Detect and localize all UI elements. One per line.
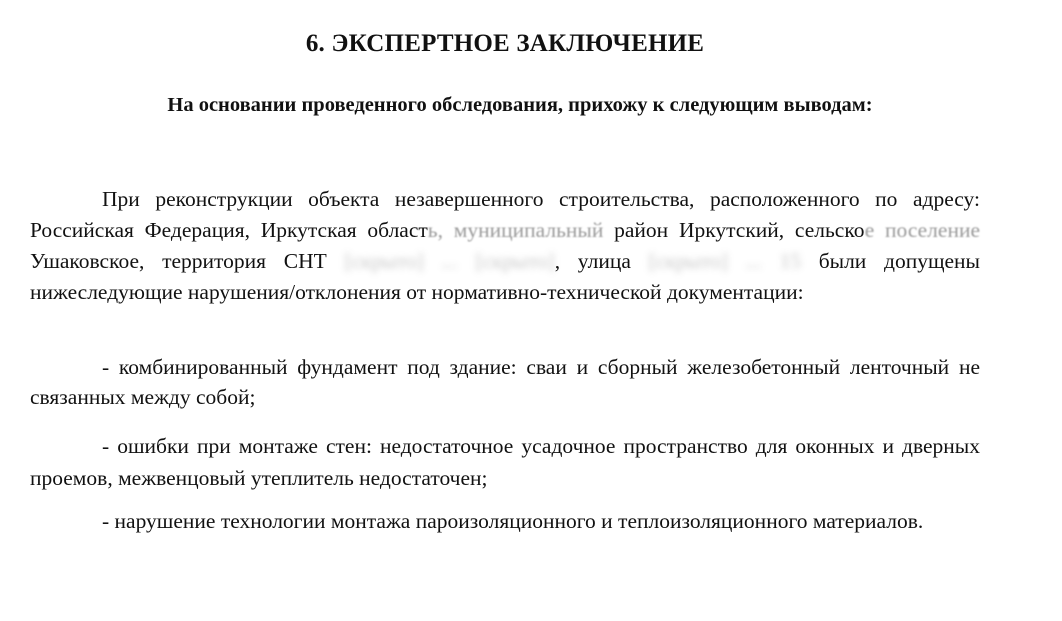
finding-item: - ошибки при монтаже стен: недостаточное усадочное пространство для оконных и дверных проемов, межвенцовый утеплитель недостаточен; <box>30 434 980 490</box>
intro-text-4: , улица <box>554 249 649 273</box>
finding-item: - нарушение технологии монтажа пароизоляционного и теплоизоляционного материалов. <box>102 509 924 533</box>
intro-paragraph <box>30 184 980 308</box>
redacted-address: [скрыто] ... 15 <box>648 249 819 273</box>
intro-text-3: Ушаковское, территория СНТ <box>30 249 345 273</box>
section-title: 6. ЭКСПЕРТНОЕ ЗАКЛЮЧЕНИЕ <box>305 30 705 57</box>
intro-text-1: При реконструкции объекта незавершенного строительства, расположенного по адресу: Российская Федерация, Иркутская област <box>30 187 980 242</box>
redacted-text: ь, муниципальный <box>427 218 604 242</box>
intro-text-2: район Иркутский, сельско <box>603 218 865 242</box>
redacted-text: е поселение <box>864 218 980 242</box>
finding-item: - комбинированный фундамент под здание: сваи и сборный железобетонный ленточный не связанных между собой; <box>30 355 980 409</box>
redacted-address: [скрыто] ... [скрыто] <box>344 249 555 273</box>
conclusion-intro-heading: На основании проведенного обследования, прихожу к следующим выводам: <box>167 94 873 116</box>
intro-text-5: были допущены нижеследующие нарушения/отклонения от нормативно-технической документации: <box>30 249 981 304</box>
